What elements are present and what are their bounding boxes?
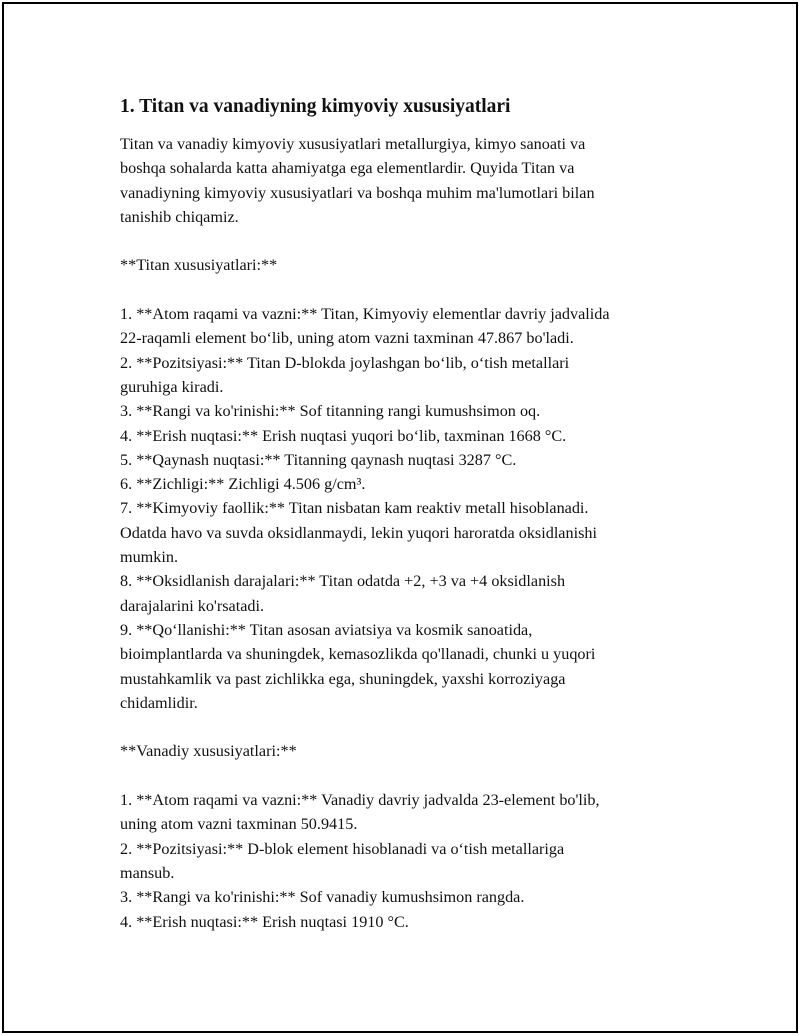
intro-line: boshqa sohalarda katta ahamiyatga ega elementlardir. Quyida Titan va (120, 159, 575, 178)
titan-list-line: 6. **Zichligi:** Zichligi 4.506 g/cm³. (120, 475, 366, 494)
titan-list-line: 2. **Pozitsiyasi:** Titan D-blokda joylashgan bo‘lib, o‘tish metallari (120, 353, 570, 372)
vanadiy-list-line: mansub. (120, 863, 175, 882)
blank-line (120, 764, 700, 788)
titan-list-line: 4. **Erish nuqtasi:** Erish nuqtasi yuqori bo‘lib, taxminan 1668 °C. (120, 426, 567, 445)
vanadiy-list-line: 3. **Rangi va ko'rinishi:** Sof vanadiy kumushsimon rangda. (120, 888, 525, 907)
titan-list-line: mumkin. (120, 548, 179, 567)
intro-line: Titan va vanadiy kimyoviy xususiyatlari metallurgiya, kimyo sanoati va (120, 135, 586, 153)
blank-line (120, 715, 700, 739)
vanadiy-list-line: 4. **Erish nuqtasi:** Erish nuqtasi 1910 °C. (120, 912, 409, 931)
section-heading-vanadiy: **Vanadiy xususiyatlari:** (120, 742, 297, 761)
titan-list-line: 5. **Qaynash nuqtasi:** Titanning qaynash nuqtasi 3287 °C. (120, 450, 517, 469)
section-heading-titan: **Titan xususiyatlari:** (120, 256, 278, 275)
titan-list-line: darajalarini ko'rsatadi. (120, 596, 265, 615)
titan-list-line: 3. **Rangi va ko'rinishi:** Sof titanning rangi kumushsimon oq. (120, 402, 541, 421)
page-title: 1. Titan va vanadiyning kimyoviy xususiyatlari (120, 96, 511, 117)
titan-list-line: chidamlidir. (120, 693, 198, 712)
titan-list-line: 8. **Oksidlanish darajalari:** Titan odatda +2, +3 va +4 oksidlanish (120, 572, 566, 591)
intro-line: vanadiyning kimyoviy xususiyatlari va boshqa muhim ma'lumotlari bilan (120, 183, 595, 202)
titan-list-line: Odatda havo va suvda oksidlanmaydi, lekin yuqori haroratda oksidlanishi (120, 523, 597, 542)
vanadiy-list-line: uning atom vazni taxminan 50.9415. (120, 815, 358, 834)
intro-paragraph (120, 132, 700, 934)
titan-list-line: mustahkamlik va past zichlikka ega, shuningdek, yaxshi korroziyaga (120, 669, 566, 688)
titan-list-line: 1. **Atom raqami va vazni:** Titan, Kimyoviy elementlar davriy jadvalida (120, 305, 610, 324)
titan-list-line: 7. **Kimyoviy faollik:** Titan nisbatan kam reaktiv metall hisoblanadi. (120, 499, 589, 518)
document-content (120, 94, 700, 934)
vanadiy-list-line: 2. **Pozitsiyasi:** D-blok element hisoblanadi va o‘tish metallariga (120, 839, 565, 858)
titan-list-line: guruhiga kiradi. (120, 377, 224, 396)
intro-line: tanishib chiqamiz. (120, 207, 239, 226)
page-frame (2, 2, 798, 1033)
titan-list-line: 22-raqamli element bo‘lib, uning atom vazni taxminan 47.867 bo'ladi. (120, 329, 574, 348)
blank-line (120, 278, 700, 302)
titan-list-line: 9. **Qo‘llanishi:** Titan asosan aviatsiya va kosmik sanoatida, (120, 620, 533, 639)
vanadiy-list-line: 1. **Atom raqami va vazni:** Vanadiy davriy jadvalda 23-element bo'lib, (120, 791, 600, 810)
blank-line (120, 229, 700, 253)
titan-list-line: bioimplantlarda va shuningdek, kemasozlikda qo'llanadi, chunki u yuqori (120, 645, 596, 664)
